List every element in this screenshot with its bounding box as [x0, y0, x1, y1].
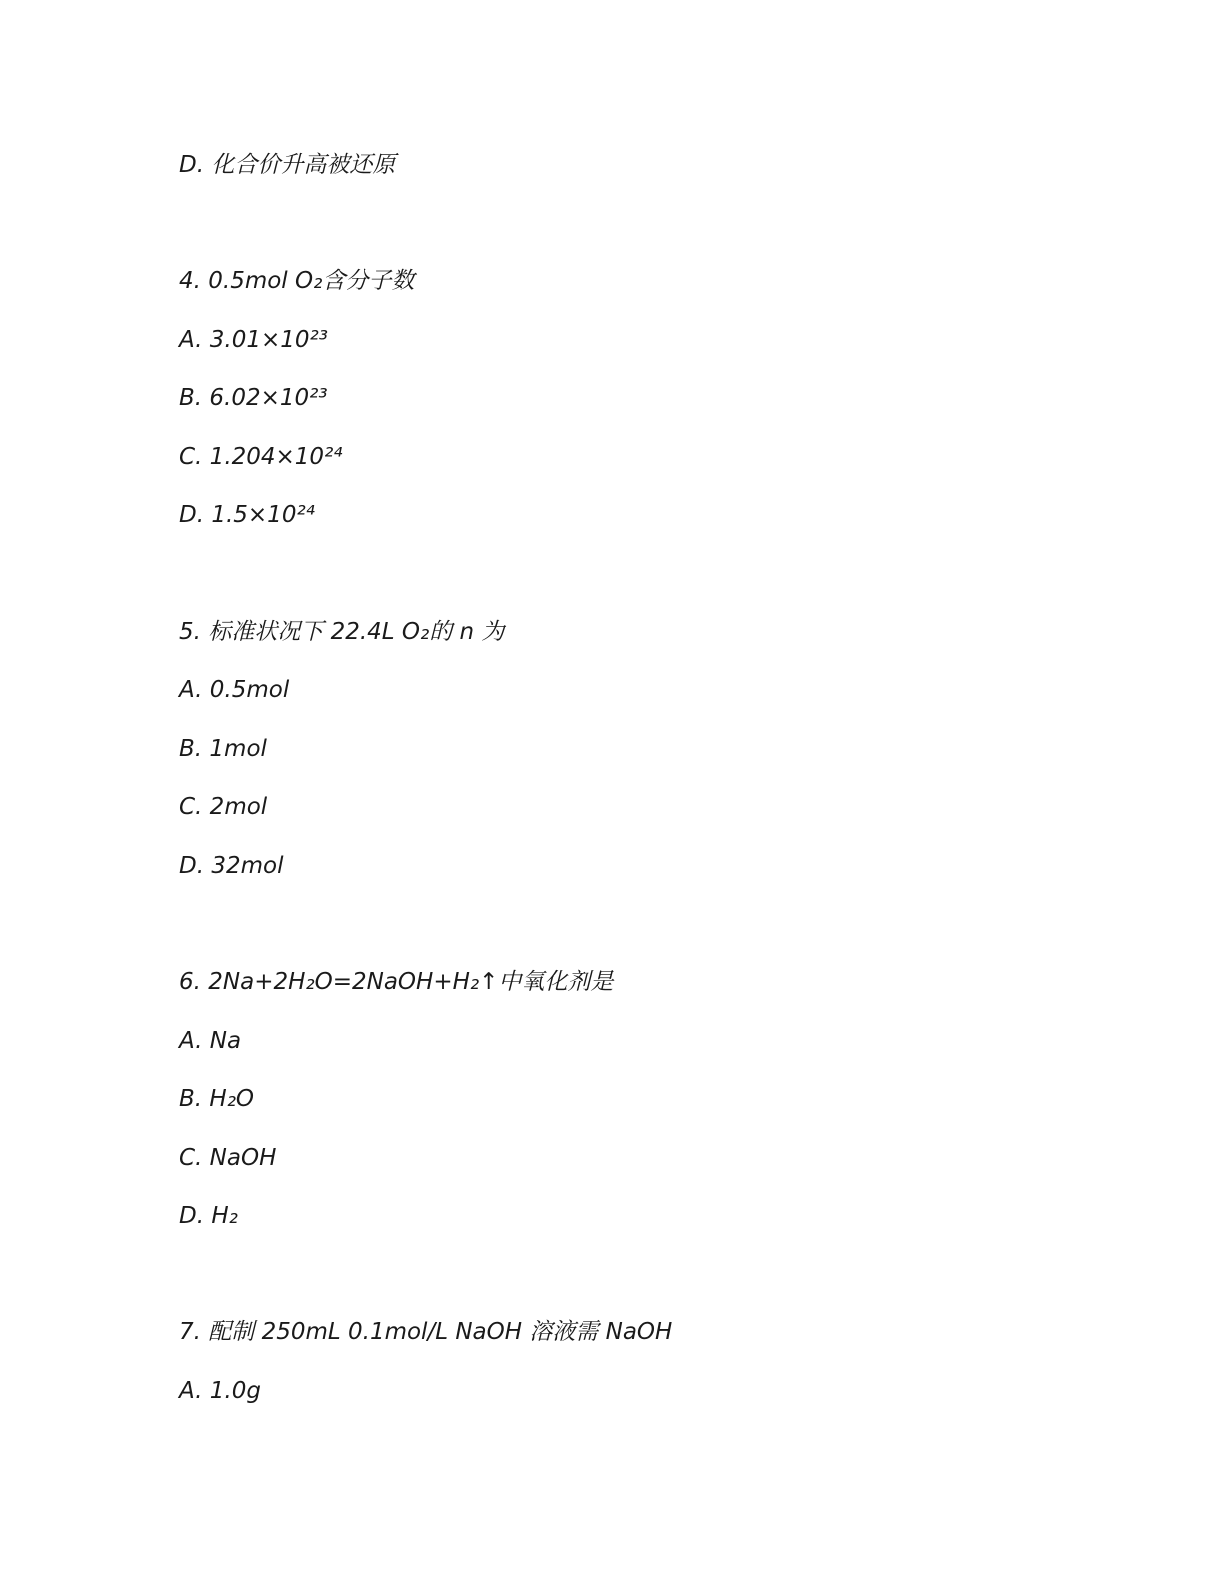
q6-option-d: D. H₂	[179, 1203, 238, 1229]
q6-stem: 6. 2Na+2H₂O=2NaOH+H₂↑中氧化剂是	[179, 969, 614, 995]
q5-option-a: A. 0.5mol	[179, 677, 290, 703]
q4-option-c: C. 1.204×10²⁴	[179, 444, 343, 470]
q5-option-c: C. 2mol	[179, 794, 268, 820]
q4-option-b: B. 6.02×10²³	[179, 385, 328, 411]
q7-option-a: A. 1.0g	[179, 1378, 261, 1404]
q7-stem: 7. 配制 250mL 0.1mol/L NaOH 溶液需 NaOH	[179, 1319, 673, 1345]
q5-option-b: B. 1mol	[179, 736, 267, 762]
q4-option-d: D. 1.5×10²⁴	[179, 502, 315, 528]
q6-option-b: B. H₂O	[179, 1086, 255, 1112]
q6-option-a: A. Na	[179, 1028, 242, 1054]
q3-option-d: D. 化合价升高被还原	[179, 152, 396, 178]
q5-option-d: D. 32mol	[179, 853, 284, 879]
q5-stem: 5. 标准状况下 22.4L O₂的 n 为	[179, 619, 505, 645]
q4-stem: 4. 0.5mol O₂含分子数	[179, 268, 415, 294]
q6-option-c: C. NaOH	[179, 1145, 277, 1171]
q4-option-a: A. 3.01×10²³	[179, 327, 328, 353]
